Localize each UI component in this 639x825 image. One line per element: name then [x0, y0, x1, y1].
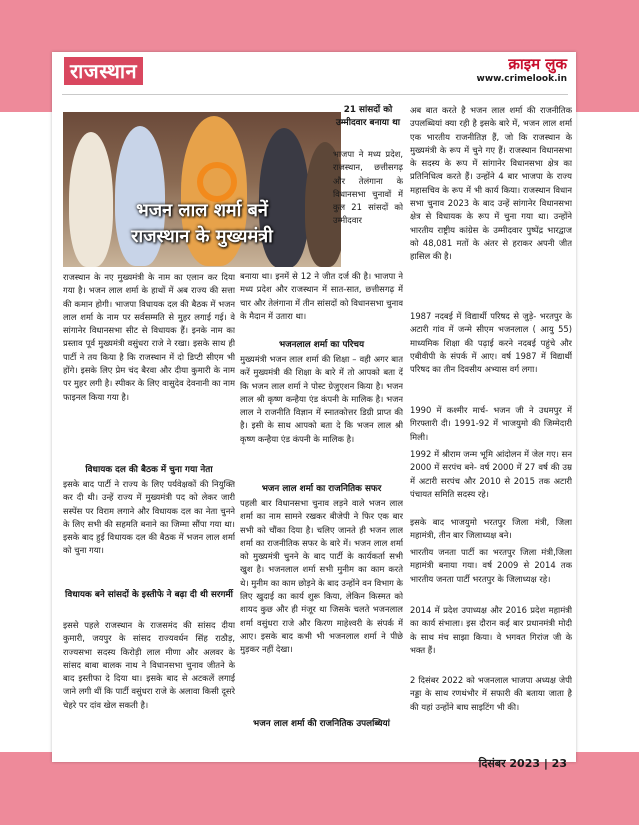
col3-paragraph: अब बात करते है भजन लाल शर्मा की राजनीतिक उपलब्धियां क्या रही है इसके बारे में, भजन लाल शर्मा एक भारतीय राजनीतिज्ञ हैं, जो कि राजस्थान के मुख्यमंत्री के रूप में चुने गए हैं। राजस्थान विधानसभा के सदस्य के रूप में सांगानेर विधानसभा क्षेत्र का प्रतिनिधित्व करते हैं। उन्होंने 4 बार भाजपा के राज्य महासचिव के रूप में भी कार्य किया। राजस्थान विधान सभा चुनाव 2023 के बाद उन्हें सांगानेर विधानसभा क्षेत्र से विधायक के रूप में चुना गया था। उन्होंने भारतीय राष्ट्रीय कांग्रेस के उम्मीदवार पुष्पेंद्र भारद्वाज को 48,081 मतों के अंतर से हराकर अपनी जीत हासिल की है।: [410, 105, 572, 262]
col2-paragraph: पहली बार विधानसभा चुनाव लड़ने वाले भजन लाल शर्मा का नाम सामने रखकर बीजेपी ने फिर एक बार सभी को चौंका दिया है। चलिए जानते ही भजन लाल शर्मा का राजनीतिक सफर के बारे में। भजन लाल शर्मा को मुख्यमंत्री चुनने के बाद पार्टी के कार्यकर्ता सभी खुश है। भजनलाल शर्मा सभी मुनीम का काम करते थे। मुनीम का काम छोड़ने के बाद उन्होंने वन विभाग के लिए खुदाई का कार्य शुरू किया, लेकिन किस्मत को शायद कुछ और ही मंजूर था जिसके चलते भजनलाल शर्मा वसुंधरा राजे और किरण माहेश्वरी के संपर्क में आए। इसके बाद कभी भी भजनलाल शर्मा ने पीछे मुड़कर नहीं देखा।: [240, 498, 403, 655]
col1-paragraph: इससे पहले राजस्थान के राजसमंद की सांसद दीया कुमारी, जयपुर के सांसद राज्यवर्धन सिंह राठौड़, राज्यसभा सदस्य किरोड़ी लाल मीणा और अलवर के सांसद बाबा बालक नाथ ने विधानसभा चुनाव जीतने के बाद इस्तीफा दे दिया था। इसके बाद से अटकलें लगाई जाने लगी थीं कि पार्टी वसुंधरा राजे के अलावा किसी दूसरे चेहरे पर दांव खेल सकती है।: [63, 620, 235, 710]
col2-paragraph: मुख्यमंत्री भजन लाल शर्मा की शिक्षा – वही अगर बात करें मुख्यमंत्री की शिक्षा के बारे में तो आपको बता दें कि भजन लाल शर्मा ने पोस्ट ग्रेजुएशन किया है। भजन लाल श्री कृष्ण कन्हैया एंड कंपनी के मालिक है। भजन लाल ने राजनीति विज्ञान में स्नातकोत्तर डिग्री प्राप्त की है। इसी के साथ आपको बता दे कि भजन लाल श्री कृष्ण कन्हैया एंड कंपनी के मालिक है।: [240, 354, 403, 444]
col2-side-heading: 21 सांसदों को उम्मीदवार बनाया था: [335, 105, 401, 129]
col3-paragraph: भारतीय जनता पार्टी का भरतपुर जिला मंत्री,जिला महामंत्री बनाया गया। वर्ष 2009 से 2014 तक भारतीय जनता पार्टी भरतपुर के जिलाध्यक्ष रहे।: [410, 547, 572, 584]
headline-line-2: राजस्थान के मुख्यमंत्री: [131, 226, 273, 247]
col1-paragraph: राजस्थान के नए मुख्यमंत्री के नाम का एलान कर दिया गया है। भजन लाल शर्मा के हाथों में अब राज्य की सत्ता की कमान होगी। भाजपा विधायक दल की बैठक में भजन लाल शर्मा के नाम पर सर्वसम्मति से मुहर लगाई गई। वे सांगानेर विधानसभा सीट से विधायक हैं। इनके नाम का प्रस्ताव पूर्व मुख्यमंत्री वसुंधरा राजे ने रखा। इसके साथ ही पार्टी ने तय किया है कि राजस्थान में दो डिप्टी सीएम भी होंगे। इसके लिए प्रेम चंद बैरवा और दीया कुमारी के नाम पर मुहर लगी है। स्पीकर के लिए वासुदेव देवनानी का नाम फाइनल किया गया है।: [63, 272, 235, 402]
col1-paragraph: इसके बाद पार्टी ने राज्य के लिए पर्यवेक्षकों की नियुक्ति कर दी थी। उन्हें राज्य में मुख्यमंत्री पद को लेकर जारी सस्पेंस पर विराम लगाने और विधायक दल का नेता चुनने के लिए सभी की सहमति बनाने का जिम्मा सौंपा गया था। इसके बाद हुई विधायक दल की बैठक में भजन लाल शर्मा को चुना गया।: [63, 479, 235, 556]
col3-paragraph: इसके बाद भाजयुमो भरतपुर जिला मंत्री, जिला महामंत्री, तीन बार जिलाध्यक्ष बने।: [410, 517, 572, 541]
page-footer-issue: दिसंबर 2023 | 23: [478, 757, 567, 770]
col1-subheading: विधायक बने सांसदों के इस्तीफे ने बढ़ा दी थी सरगर्मी: [65, 590, 233, 600]
col3-paragraph: 1987 नदबई में विद्यार्थी परिषद से जुड़े- भरतपुर के अटारी गांव में जन्मे सीएम भजनलाल ( आयु 55) माध्यमिक शिक्षा की पढ़ाई करने नदबई पहुंचे और एबीवीपी के संपर्क में आए। वर्ष 1987 में विद्यार्थी परिषद का तीन दिवसीय अभ्यास वर्ग लगा।: [410, 311, 572, 375]
col3-paragraph: 2 दिसंबर 2022 को भजनलाल भाजपा अध्यक्ष जेपी नड्डा के साथ रणथंभौर में सफारी की बताया जाता है की यहां उन्होंने बाघ साइटिंग भी की।: [410, 675, 572, 712]
lead-photo: [63, 112, 341, 267]
headline-line-1: भजन लाल शर्मा बनें: [136, 200, 268, 221]
col2-paragraph: बनाया था। इनमें से 12 ने जीत दर्ज की है। भाजपा ने मध्य प्रदेश और राजस्थान में सात-सात, छत्तीसगढ़ में चार और तेलंगाना में तीन सांसदों को विधानसभा चुनाव के मैदान में उतारा था।: [240, 271, 403, 321]
col2-side-text: भाजपा ने मध्य प्रदेश, राजस्थान, छत्तीसगढ़ और तेलंगाना के विधानसभा चुनावों में कुल 21 सांसदों को उम्मीदवार: [333, 149, 403, 226]
col1-subheading: विधायक दल की बैठक में चुना गया नेता: [85, 465, 213, 475]
brand-url: www.crimelook.in: [476, 74, 567, 84]
col3-paragraph: 1992 में श्रीराम जन्म भूमि आंदोलन में जेल गए। सन 2000 में सरपंच बने- वर्ष 2000 में 27 वर्ष की उम्र में अटारी सरपंच और 2010 से 2015 तक अटारी पंचायत समिति सदस्य रहे।: [410, 449, 572, 499]
col2-subheading: भजन लाल शर्मा का राजनितिक सफर: [261, 484, 382, 494]
headline: [67, 198, 337, 250]
col3-paragraph: 1990 में कश्मीर मार्च- भजन जी ने उधमपुर में गिरफ्तारी दी। 1991-92 में भाजयुमो की जिम्मेदारी मिली।: [410, 405, 572, 442]
col2-subheading: भजन लाल शर्मा की राजनितिक उपलब्धियां: [253, 719, 390, 729]
photo-garland: [197, 162, 237, 202]
brand-logo-text: क्राइम लुक: [508, 55, 567, 73]
section-title: राजस्थान: [64, 57, 143, 85]
col2-subheading: भजनलाल शर्मा का परिचय: [278, 340, 365, 350]
header-divider: [62, 94, 568, 95]
col3-paragraph: 2014 में प्रदेश उपाध्यक्ष और 2016 प्रदेश महामंत्री का कार्य संभाला। इस दौरान कई बार प्रधानमंत्री मोदी के साथ मंच साझा किया। वे भगवत गिरांज जी के भक्त हैं।: [410, 605, 572, 655]
